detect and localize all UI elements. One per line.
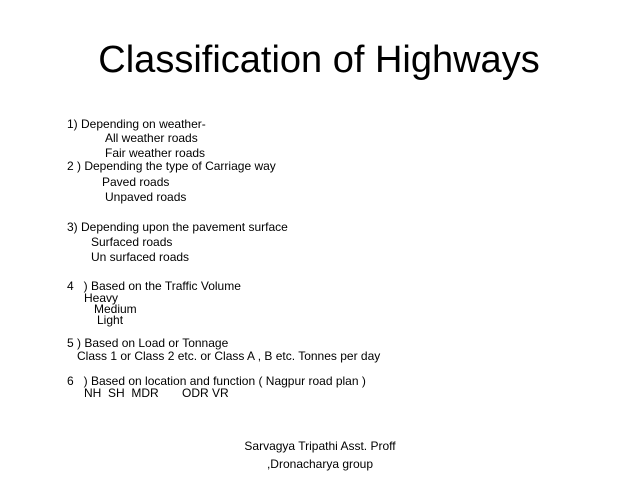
- slide-title: Classification of Highways: [98, 39, 540, 81]
- section-1-heading: 1) Depending on weather-: [67, 117, 206, 131]
- section-4-item-1: Heavy: [84, 291, 119, 305]
- section-6-item-1: NH SH MDR ODR VR: [84, 386, 229, 400]
- footer-author: Sarvagya Tripathi Asst. Proff: [244, 439, 396, 453]
- section-3-heading: 3) Depending upon the pavement surface: [67, 220, 288, 234]
- section-5-item-1: Class 1 or Class 2 etc. or Class A , B etc. Tonnes per day: [77, 349, 381, 363]
- section-2-heading: 2 ) Depending the type of Carriage way: [67, 159, 276, 173]
- section-5-heading: 5 ) Based on Load or Tonnage: [67, 336, 229, 350]
- section-1-item-2: Fair weather roads: [105, 146, 206, 160]
- footer-affiliation: ,Dronacharya group: [266, 457, 374, 471]
- section-4-item-3: Light: [97, 313, 124, 327]
- section-3-item-1: Surfaced roads: [91, 235, 173, 249]
- section-2-item-2: Unpaved roads: [105, 190, 187, 204]
- section-4-heading: 4 ) Based on the Traffic Volume: [67, 279, 241, 293]
- section-2-item-1: Paved roads: [102, 175, 170, 189]
- section-6-heading: 6 ) Based on location and function ( Nagpur road plan ): [67, 374, 366, 388]
- slide-footer: [200, 437, 440, 473]
- section-3-item-2: Un surfaced roads: [91, 250, 190, 264]
- section-1-item-1: All weather roads: [105, 131, 198, 145]
- section-4-item-2: Medium: [94, 302, 137, 316]
